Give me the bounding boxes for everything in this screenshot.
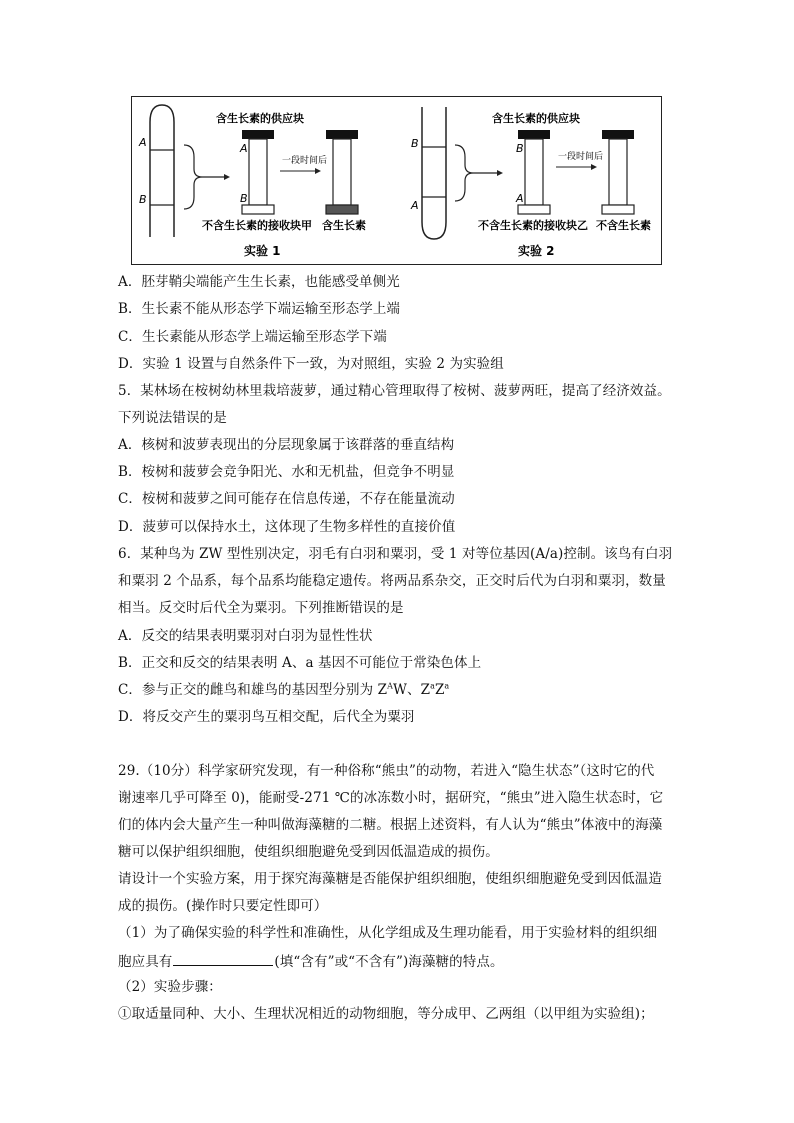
q6-stem-line1: 6．某种鸟为 ZW 型性别决定，羽毛有白羽和粟羽，受 1 对等位基因(A/a)控制。该鸟有白羽 <box>118 546 673 562</box>
q29-line1: 29.（10分）科学家研究发现，有一种俗称“熊虫”的动物，若进入“隐生状态”（这时它的代 <box>118 763 655 779</box>
exp1-segment <box>249 139 267 205</box>
q5-stem-line2: 下列说法错误的是 <box>118 410 227 426</box>
figure-svg <box>132 97 663 266</box>
exp1-receiver-block-after <box>326 205 358 214</box>
exp1-donor-label: 含生长素的供应块 <box>216 112 304 125</box>
answer-blank[interactable] <box>173 951 273 966</box>
exp2-time-arrowhead <box>591 164 597 170</box>
exp1-tube-label-b: B <box>139 193 147 206</box>
exp2-receiver-label: 不含生长素的接收块乙 <box>478 219 588 232</box>
q5-stem-line1: 5．某林场在桉树幼林里栽培菠萝，通过精心管理取得了桉树、菠萝两旺，提高了经济效益。 <box>118 383 671 399</box>
exp2-arrow-label: 一段时间后 <box>558 152 604 162</box>
exp1-donor-block <box>242 130 274 139</box>
exp2-seg-label-b: B <box>516 142 524 155</box>
q29-line6: 成的损伤。(操作时只要定性即可） <box>118 898 328 914</box>
brace-2-arrowhead <box>497 170 503 176</box>
exp2-receiver-block <box>518 205 550 214</box>
q6-option-d: D．将反交产生的粟羽鸟互相交配，后代全为粟羽 <box>118 709 415 725</box>
exp1-seg-label-a: A <box>240 142 248 155</box>
q4-option-b: B．生长素不能从形态学下端运输至形态学上端 <box>118 301 401 317</box>
brace-1 <box>184 145 202 209</box>
q6-option-b: B．正交和反交的结果表明 A、a 基因不可能位于常染色体上 <box>118 655 482 671</box>
exp2-donor-block <box>518 130 550 139</box>
q4-option-d: D．实验 1 设置与自然条件下一致，为对照组，实验 2 为实验组 <box>118 356 504 372</box>
q29-line4: 糖可以保护组织细胞，使组织细胞避免受到因低温造成的损伤。 <box>118 844 499 860</box>
exp1-seg-label-b: B <box>240 192 248 205</box>
q6-stem-line2: 和粟羽 2 个品系，每个品系均能稳定遗传。将两品系杂交，正交时后代为白羽和粟羽，数量 <box>118 573 666 589</box>
q5-option-c: C．桉树和菠萝之间可能存在信息传递，不存在能量流动 <box>118 491 455 507</box>
q6-stem-line3: 相当。反交时后代全为粟羽。下列推断错误的是 <box>118 600 404 616</box>
q29-line9: （2）实验步骤： <box>118 979 222 995</box>
q29-line10: ①取适量同种、大小、生理状况相近的动物细胞，等分成甲、乙两组（以甲组为实验组)； <box>118 1006 654 1022</box>
exp2-receiver-block-after <box>602 205 634 214</box>
q29-line2: 谢速率几乎可降至 0)，能耐受-271 ℃的冰冻数小时，据研究，“熊虫”进入隐生状态时，它 <box>118 790 664 806</box>
exp1-donor-block-after <box>326 130 358 139</box>
exp1-receiver-label: 不含生长素的接收块甲 <box>202 219 312 232</box>
q29-line5: 请设计一个实验方案，用于探究海藻糖是否能保护组织细胞，使组织细胞避免受到因低温造 <box>118 871 662 887</box>
brace-2 <box>455 145 473 201</box>
exp2-segment <box>525 139 543 205</box>
q6-option-c: C．参与正交的雌鸟和雄鸟的基因型分别为 $Z^AW$、$Z^aZ^a$ <box>118 681 450 698</box>
exp1-receiver-block <box>242 205 274 214</box>
exp1-time-arrowhead <box>315 168 321 174</box>
exp2-result-label: 不含生长素 <box>596 219 651 232</box>
q6-option-a: A．反交的结果表明粟羽对白羽为显性性状 <box>118 628 373 644</box>
experiment-figure <box>131 96 662 265</box>
exp1-tube-label-a: A <box>139 136 147 149</box>
q5-option-b: B．桉树和菠萝会竞争阳光、水和无机盐，但竞争不明显 <box>118 464 455 480</box>
q5-option-d: D．菠萝可以保持水土，这体现了生物多样性的直接价值 <box>118 519 456 535</box>
exp2-seg-label-a: A <box>516 192 524 205</box>
q4-option-c: C．生长素能从形态学上端运输至形态学下端 <box>118 329 387 345</box>
coleoptile-1 <box>150 105 174 237</box>
q29-line3: 们的体内会大量产生一种叫做海藻糖的二糖。根据上述资料，有人认为“熊虫”体液中的海藻 <box>118 817 663 833</box>
q4-option-a: A．胚芽鞘尖端能产生生长素，也能感受单侧光 <box>118 274 400 290</box>
exp1-caption: 实验 1 <box>244 244 281 258</box>
exp1-segment-after <box>333 139 351 205</box>
exp2-tube-label-a: A <box>411 199 419 212</box>
exp1-arrow-label: 一段时间后 <box>282 156 328 166</box>
exp2-caption: 实验 2 <box>518 244 555 258</box>
brace-1-arrowhead <box>224 174 230 180</box>
exp1-result-label: 含生长素 <box>322 219 366 232</box>
exp2-tube-label-b: B <box>411 137 419 150</box>
q29-line7: （1）为了确保实验的科学性和准确性，从化学组成及生理功能看，用于实验材料的组织细 <box>118 925 658 941</box>
q5-option-a: A．核树和波萝表现出的分层现象属于该群落的垂直结构 <box>118 437 455 453</box>
coleoptile-2 <box>422 107 446 239</box>
q29-line8: 胞应具有 (填“含有”或“不含有”)海藻糖的特点。 <box>118 951 504 971</box>
exp2-segment-after <box>609 139 627 205</box>
exp2-donor-label: 含生长素的供应块 <box>492 112 580 125</box>
exp2-donor-block-after <box>602 130 634 139</box>
